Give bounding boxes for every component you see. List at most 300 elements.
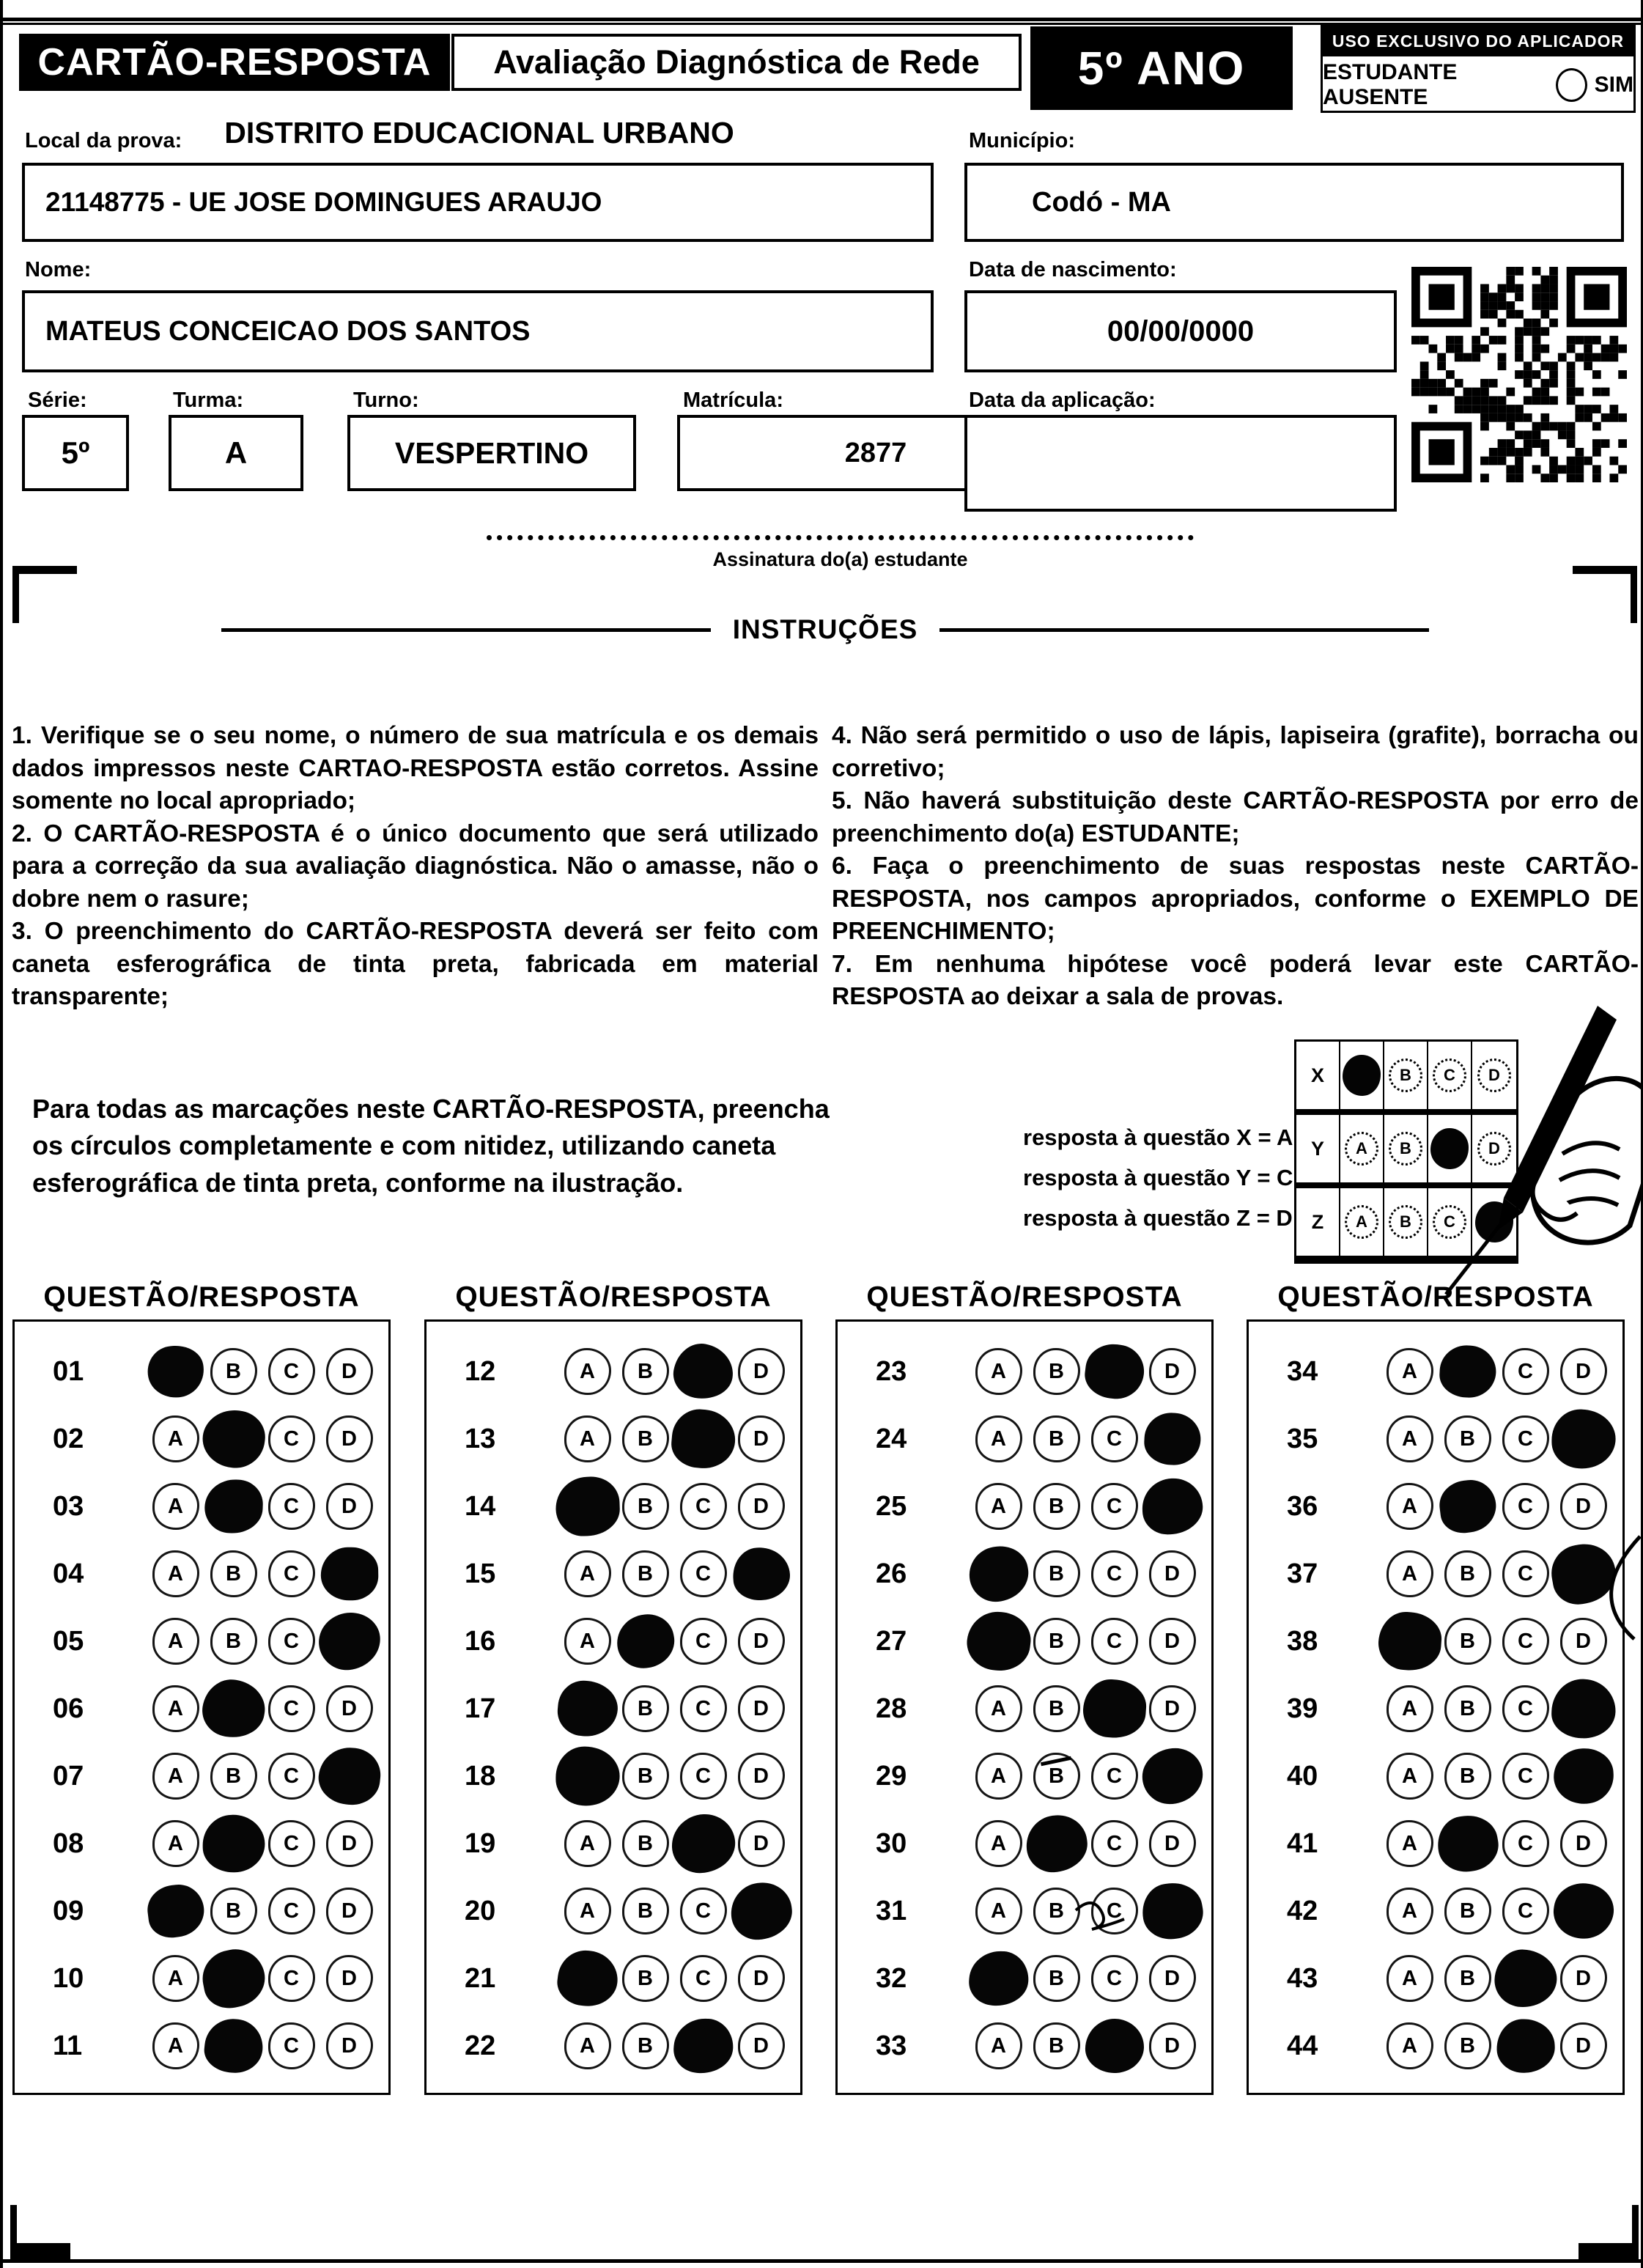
bubble-34-D[interactable] (1560, 1348, 1607, 1395)
aplicacao-label: Data da aplicação: (969, 389, 1156, 412)
fill-note-text: Para todas as marcações neste CARTÃO-RESPOSTA, preencha os círculos completamente e com nitidez, utilizando caneta esferográfica de tinta preta, conforme na ilustração. (32, 1094, 830, 1198)
bubble-letter: D (1576, 1966, 1591, 1990)
bubble-41-A[interactable] (1387, 1820, 1433, 1867)
stray-mark-squiggle-q31 (1070, 1896, 1127, 1934)
nome-field[interactable]: MATEUS CONCEICAO DOS SANTOS (22, 290, 934, 372)
bubble-36-A[interactable] (1387, 1483, 1433, 1530)
bubble-letter: B (1049, 1764, 1064, 1788)
bubble-16-D[interactable] (738, 1618, 785, 1665)
bubble-letter: A (1402, 1696, 1417, 1720)
bubble-letter: A (1402, 1831, 1417, 1855)
question-number: 08 (53, 1827, 84, 1859)
absent-bubble[interactable] (1556, 68, 1587, 102)
bubble-43-B[interactable] (1444, 1955, 1491, 2002)
filled-mark-32 (967, 1949, 1030, 2008)
turma-field[interactable]: A (169, 415, 303, 491)
bubble-36-D[interactable] (1560, 1483, 1607, 1530)
bubble-letter: C (695, 1966, 711, 1990)
bubble-letter: D (341, 1899, 357, 1923)
bubble-38-B[interactable] (1444, 1618, 1491, 1665)
bubble-letter: B (638, 2033, 653, 2058)
bubble-26-D[interactable] (1149, 1550, 1196, 1597)
bubble-11-C[interactable] (268, 2022, 315, 2069)
bubble-13-D[interactable] (738, 1415, 785, 1462)
question-number: 40 (1287, 1760, 1318, 1792)
bubble-15-B[interactable] (622, 1550, 669, 1597)
bubble-17-B[interactable] (622, 1685, 669, 1732)
question-number: 34 (1287, 1355, 1318, 1387)
bubble-letter: A (991, 1899, 1006, 1923)
question-row (1249, 1473, 1622, 1540)
bubble-14-C[interactable] (680, 1483, 727, 1530)
bubble-04-C[interactable] (268, 1550, 315, 1597)
corner-mark-right (1573, 566, 1637, 623)
bubble-28-A[interactable] (975, 1685, 1022, 1732)
bubble-40-A[interactable] (1387, 1753, 1433, 1800)
bubble-letter: B (1049, 1629, 1064, 1653)
school-field[interactable]: 21148775 - UE JOSE DOMINGUES ARAUJO (22, 163, 934, 242)
filled-mark-35 (1551, 1410, 1615, 1469)
question-row (1249, 1338, 1622, 1405)
sheet-title: CARTÃO-RESPOSTA (19, 34, 450, 91)
bubble-04-B[interactable] (210, 1550, 257, 1597)
bubble-letter: A (1402, 1494, 1417, 1518)
bubble-letter: C (284, 1899, 299, 1923)
instructions-left-column (12, 720, 819, 1014)
bubble-letter: D (341, 1426, 357, 1451)
section-header-4: QUESTÃO/RESPOSTA (1277, 1281, 1594, 1313)
question-row (1249, 1608, 1622, 1675)
nascimento-label: Data de nascimento: (969, 258, 1177, 281)
bubble-30-D[interactable] (1149, 1820, 1196, 1867)
official-use-box (1321, 23, 1636, 113)
bubble-letter: A (580, 1359, 595, 1383)
bubble-24-C[interactable] (1091, 1415, 1138, 1462)
question-row (838, 1473, 1211, 1540)
bubble-02-D[interactable] (326, 1415, 373, 1462)
instructions-heading (221, 614, 1429, 645)
question-number: 05 (53, 1625, 84, 1657)
question-row (15, 1338, 388, 1405)
bubble-letter: B (638, 1494, 653, 1518)
bubble-20-A[interactable] (564, 1888, 611, 1934)
bubble-letter: C (1107, 1764, 1122, 1788)
bubble-37-B[interactable] (1444, 1550, 1491, 1597)
filled-mark-09 (144, 1882, 207, 1940)
bubble-35-B[interactable] (1444, 1415, 1491, 1462)
bubble-13-B[interactable] (622, 1415, 669, 1462)
bubble-28-B[interactable] (1033, 1685, 1080, 1732)
bubble-letter: C (284, 2033, 299, 2058)
question-number: 03 (53, 1490, 84, 1522)
bubble-06-C[interactable] (268, 1685, 315, 1732)
bubble-42-A[interactable] (1387, 1888, 1433, 1934)
bubble-40-B[interactable] (1444, 1753, 1491, 1800)
bubble-letter: A (1402, 1899, 1417, 1923)
bubble-letter: B (226, 1764, 241, 1788)
signature-label: Assinatura do(a) estudante (712, 548, 968, 570)
question-number: 13 (465, 1423, 496, 1454)
bubble-letter: B (1049, 2033, 1064, 2058)
bubble-43-D[interactable] (1560, 1955, 1607, 2002)
bubble-06-A[interactable] (152, 1685, 199, 1732)
bubble-14-B[interactable] (622, 1483, 669, 1530)
bubble-19-D[interactable] (738, 1820, 785, 1867)
bubble-letter: C (1107, 1899, 1122, 1923)
bubble-25-A[interactable] (975, 1483, 1022, 1530)
bubble-12-A[interactable] (564, 1348, 611, 1395)
bubble-letter: D (1164, 1359, 1180, 1383)
question-number: 42 (1287, 1895, 1318, 1926)
bubble-02-C[interactable] (268, 1415, 315, 1462)
bubble-letter: D (753, 1764, 769, 1788)
bubble-39-A[interactable] (1387, 1685, 1433, 1732)
example-bubble-Y-A: A (1345, 1132, 1378, 1166)
bubble-06-D[interactable] (326, 1685, 373, 1732)
bubble-letter: C (1107, 1426, 1122, 1451)
bubble-41-C[interactable] (1502, 1820, 1549, 1867)
bottom-corner-mark-right (1579, 2205, 1639, 2261)
bubble-05-C[interactable] (268, 1618, 315, 1665)
bubble-23-A[interactable] (975, 1348, 1022, 1395)
aplicacao-field[interactable] (964, 415, 1397, 512)
filled-mark-18 (555, 1747, 619, 1806)
bubble-07-B[interactable] (210, 1753, 257, 1800)
question-number: 15 (465, 1558, 496, 1589)
bubble-39-C[interactable] (1502, 1685, 1549, 1732)
bubble-27-D[interactable] (1149, 1618, 1196, 1665)
bubble-letter: C (1107, 1494, 1122, 1518)
bubble-letter: B (1460, 1629, 1475, 1653)
bubble-34-C[interactable] (1502, 1348, 1549, 1395)
bubble-letter: B (226, 1359, 241, 1383)
bubble-20-C[interactable] (680, 1888, 727, 1934)
bubble-19-B[interactable] (622, 1820, 669, 1867)
question-number: 26 (876, 1558, 907, 1589)
bubble-03-A[interactable] (152, 1483, 199, 1530)
bubble-letter: B (1460, 1561, 1475, 1586)
question-row (427, 1608, 800, 1675)
bubble-31-A[interactable] (975, 1888, 1022, 1934)
bubble-24-B[interactable] (1033, 1415, 1080, 1462)
bubble-09-B[interactable] (210, 1888, 257, 1934)
bubble-letter: C (284, 1359, 299, 1383)
bubble-letter: B (638, 1359, 653, 1383)
bubble-letter: B (1049, 1359, 1064, 1383)
bubble-letter: B (1049, 1426, 1064, 1451)
bubble-letter: A (168, 1561, 183, 1586)
filled-mark-39 (1551, 1678, 1617, 1739)
question-row (15, 1877, 388, 1945)
filled-mark-23 (1082, 1341, 1146, 1402)
filled-mark-17 (555, 1679, 620, 1739)
example-line-x: resposta à questão X = A (1023, 1124, 1293, 1150)
filled-mark-26 (964, 1542, 1033, 1606)
bubble-letter: C (1107, 1629, 1122, 1653)
bubble-letter: B (638, 1899, 653, 1923)
bubble-40-C[interactable] (1502, 1753, 1549, 1800)
example-bubble-Y-D: D (1477, 1132, 1511, 1166)
bubble-38-C[interactable] (1502, 1618, 1549, 1665)
bubble-letter: A (168, 1764, 183, 1788)
bubble-letter: A (580, 1426, 595, 1451)
filled-mark-05 (316, 1610, 383, 1673)
bubble-37-A[interactable] (1387, 1550, 1433, 1597)
bubble-letter: B (1049, 1494, 1064, 1518)
question-row (427, 1742, 800, 1810)
turno-label: Turno: (353, 389, 419, 412)
bubble-letter: A (168, 1696, 183, 1720)
bubble-11-D[interactable] (326, 2022, 373, 2069)
bubble-17-D[interactable] (738, 1685, 785, 1732)
bubble-29-A[interactable] (975, 1753, 1022, 1800)
corner-mark-left (12, 566, 77, 623)
bubble-07-A[interactable] (152, 1753, 199, 1800)
bubble-29-C[interactable] (1091, 1753, 1138, 1800)
bubble-16-C[interactable] (680, 1618, 727, 1665)
bubble-letter: D (1164, 1831, 1180, 1855)
bubble-01-C[interactable] (268, 1348, 315, 1395)
bubble-22-D[interactable] (738, 2022, 785, 2069)
bubble-letter: A (580, 1561, 595, 1586)
bubble-08-D[interactable] (326, 1820, 373, 1867)
question-row (1249, 1405, 1622, 1473)
answer-section-4 (1247, 1319, 1625, 2095)
bubble-35-C[interactable] (1502, 1415, 1549, 1462)
filled-mark-07 (316, 1745, 383, 1808)
filled-mark-20 (728, 1879, 795, 1943)
bubble-25-C[interactable] (1091, 1483, 1138, 1530)
question-number: 21 (465, 1962, 496, 1994)
bubble-03-D[interactable] (326, 1483, 373, 1530)
bubble-32-C[interactable] (1091, 1955, 1138, 2002)
matricula-field[interactable]: 2877 (677, 415, 1074, 491)
bubble-letter: C (695, 1696, 711, 1720)
question-row (838, 1405, 1211, 1473)
bubble-22-B[interactable] (622, 2022, 669, 2069)
bubble-letter: A (991, 1831, 1006, 1855)
bubble-33-D[interactable] (1149, 2022, 1196, 2069)
bubble-10-D[interactable] (326, 1955, 373, 2002)
question-number: 10 (53, 1962, 84, 1994)
bubble-42-B[interactable] (1444, 1888, 1491, 1934)
question-row (427, 2012, 800, 2080)
bubble-21-C[interactable] (680, 1955, 727, 2002)
bubble-08-C[interactable] (268, 1820, 315, 1867)
bubble-letter: D (1576, 1831, 1591, 1855)
bubble-letter: D (1164, 1629, 1180, 1653)
bubble-04-A[interactable] (152, 1550, 199, 1597)
bubble-44-D[interactable] (1560, 2022, 1607, 2069)
stray-mark-right-edge (1592, 1534, 1643, 1643)
question-number: 16 (465, 1625, 496, 1657)
bubble-44-B[interactable] (1444, 2022, 1491, 2069)
question-row (427, 1338, 800, 1405)
bubble-letter: C (284, 1831, 299, 1855)
bubble-25-B[interactable] (1033, 1483, 1080, 1530)
bubble-letter: D (341, 1494, 357, 1518)
bubble-39-B[interactable] (1444, 1685, 1491, 1732)
bubble-letter: C (1518, 1494, 1533, 1518)
instructions-title: INSTRUÇÕES (732, 614, 918, 644)
bubble-letter: B (1460, 1696, 1475, 1720)
bubble-letter: D (1576, 1359, 1591, 1383)
bubble-09-C[interactable] (268, 1888, 315, 1934)
filled-mark-21 (554, 1948, 620, 2010)
example-bubble-X-C: C (1433, 1058, 1466, 1092)
bubble-01-B[interactable] (210, 1348, 257, 1395)
bubble-44-A[interactable] (1387, 2022, 1433, 2069)
bubble-letter: C (1518, 1899, 1533, 1923)
bubble-12-D[interactable] (738, 1348, 785, 1395)
bubble-letter: C (695, 1629, 711, 1653)
bubble-letter: A (168, 1966, 183, 1990)
bubble-letter: A (1402, 2033, 1417, 2058)
bubble-23-D[interactable] (1149, 1348, 1196, 1395)
rule-right (939, 628, 1429, 632)
bubble-28-D[interactable] (1149, 1685, 1196, 1732)
bubble-letter: C (1107, 1831, 1122, 1855)
serie-field[interactable]: 5º (22, 415, 129, 491)
bubble-24-A[interactable] (975, 1415, 1022, 1462)
bubble-letter: B (1049, 1966, 1064, 1990)
bubble-26-C[interactable] (1091, 1550, 1138, 1597)
bubble-23-B[interactable] (1033, 1348, 1080, 1395)
bubble-18-B[interactable] (622, 1753, 669, 1800)
bubble-30-A[interactable] (975, 1820, 1022, 1867)
bubble-19-A[interactable] (564, 1820, 611, 1867)
section-header-2: QUESTÃO/RESPOSTA (455, 1281, 772, 1313)
bubble-10-A[interactable] (152, 1955, 199, 2002)
bubble-36-C[interactable] (1502, 1483, 1549, 1530)
filled-mark-25 (1141, 1477, 1203, 1535)
municipio-field[interactable]: Codó - MA (964, 163, 1624, 242)
bubble-32-D[interactable] (1149, 1955, 1196, 2002)
question-number: 02 (53, 1423, 84, 1454)
filled-mark-33 (1085, 2018, 1144, 2073)
bubble-letter: C (284, 1966, 299, 1990)
bubble-letter: A (580, 2033, 595, 2058)
filled-mark-41 (1433, 1811, 1502, 1876)
bubble-11-A[interactable] (152, 2022, 199, 2069)
qr-code (1411, 267, 1627, 482)
bubble-27-C[interactable] (1091, 1618, 1138, 1665)
bubble-13-A[interactable] (564, 1415, 611, 1462)
bubble-16-A[interactable] (564, 1618, 611, 1665)
question-row (427, 1945, 800, 2012)
bubble-letter: A (991, 1764, 1006, 1788)
question-row (838, 1338, 1211, 1405)
question-number: 23 (876, 1355, 907, 1387)
bubble-letter: D (1164, 1561, 1180, 1586)
bubble-letter: A (991, 1359, 1006, 1383)
bubble-12-B[interactable] (622, 1348, 669, 1395)
bubble-05-B[interactable] (210, 1618, 257, 1665)
bubble-letter: B (638, 1426, 653, 1451)
bubble-letter: C (1518, 1696, 1533, 1720)
district-heading: DISTRITO EDUCACIONAL URBANO (224, 116, 734, 150)
question-row (1249, 1877, 1622, 1945)
instruction-item-1: 1. Verifique se o seu nome, o número de sua matrícula e os demais dados impressos neste CARTAO-RESPOSTA estão corretos. Assine somente no local apropriado; (12, 722, 819, 815)
bubble-37-C[interactable] (1502, 1550, 1549, 1597)
bubble-letter: C (284, 1696, 299, 1720)
answer-section-3 (835, 1319, 1214, 2095)
question-row (427, 1405, 800, 1473)
filled-mark-22 (672, 2017, 735, 2075)
bubble-01-D[interactable] (326, 1348, 373, 1395)
bubble-32-B[interactable] (1033, 1955, 1080, 2002)
bubble-letter: D (1164, 1966, 1180, 1990)
bubble-30-C[interactable] (1091, 1820, 1138, 1867)
bubble-03-C[interactable] (268, 1483, 315, 1530)
bubble-08-A[interactable] (152, 1820, 199, 1867)
bubble-34-A[interactable] (1387, 1348, 1433, 1395)
question-row (1249, 1742, 1622, 1810)
bubble-letter: A (1402, 1966, 1417, 1990)
bubble-15-A[interactable] (564, 1550, 611, 1597)
bubble-42-C[interactable] (1502, 1888, 1549, 1934)
bubble-43-A[interactable] (1387, 1955, 1433, 2002)
bubble-letter: D (341, 1831, 357, 1855)
bubble-letter: B (638, 1831, 653, 1855)
bubble-18-D[interactable] (738, 1753, 785, 1800)
bubble-33-B[interactable] (1033, 2022, 1080, 2069)
bubble-20-B[interactable] (622, 1888, 669, 1934)
answer-section-1 (12, 1319, 391, 2095)
bubble-letter: A (1402, 1561, 1417, 1586)
bubble-17-C[interactable] (680, 1685, 727, 1732)
filled-mark-11 (202, 2016, 265, 2075)
bubble-letter: D (1576, 1629, 1591, 1653)
bubble-letter: A (1402, 1764, 1417, 1788)
question-number: 36 (1287, 1490, 1318, 1522)
question-row (838, 1945, 1211, 2012)
bubble-letter: A (991, 1426, 1006, 1451)
bubble-letter: B (1460, 2033, 1475, 2058)
bubble-10-C[interactable] (268, 1955, 315, 2002)
bubble-15-C[interactable] (680, 1550, 727, 1597)
question-row (427, 1810, 800, 1877)
bubble-18-C[interactable] (680, 1753, 727, 1800)
filled-mark-02 (199, 1407, 268, 1471)
question-row (838, 1810, 1211, 1877)
turno-field[interactable]: VESPERTINO (347, 415, 636, 491)
bubble-33-A[interactable] (975, 2022, 1022, 2069)
bubble-41-D[interactable] (1560, 1820, 1607, 1867)
bubble-letter: D (1576, 2033, 1591, 2058)
bubble-27-B[interactable] (1033, 1618, 1080, 1665)
answer-section-2 (424, 1319, 802, 2095)
question-number: 20 (465, 1895, 496, 1926)
signature-line[interactable] (487, 535, 1194, 540)
bubble-letter: D (753, 1426, 769, 1451)
bubble-02-A[interactable] (152, 1415, 199, 1462)
bubble-26-B[interactable] (1033, 1550, 1080, 1597)
bubble-35-A[interactable] (1387, 1415, 1433, 1462)
bubble-07-C[interactable] (268, 1753, 315, 1800)
bubble-21-B[interactable] (622, 1955, 669, 2002)
instructions-columns (12, 720, 1639, 1014)
filled-mark-40 (1552, 1747, 1614, 1805)
bubble-22-A[interactable] (564, 2022, 611, 2069)
bubble-21-D[interactable] (738, 1955, 785, 2002)
nascimento-field[interactable]: 00/00/0000 (964, 290, 1397, 372)
bubble-05-A[interactable] (152, 1618, 199, 1665)
absent-option-label: SIM (1594, 72, 1633, 97)
example-row-label: Y (1296, 1115, 1340, 1182)
bubble-14-D[interactable] (738, 1483, 785, 1530)
bubble-09-D[interactable] (326, 1888, 373, 1934)
